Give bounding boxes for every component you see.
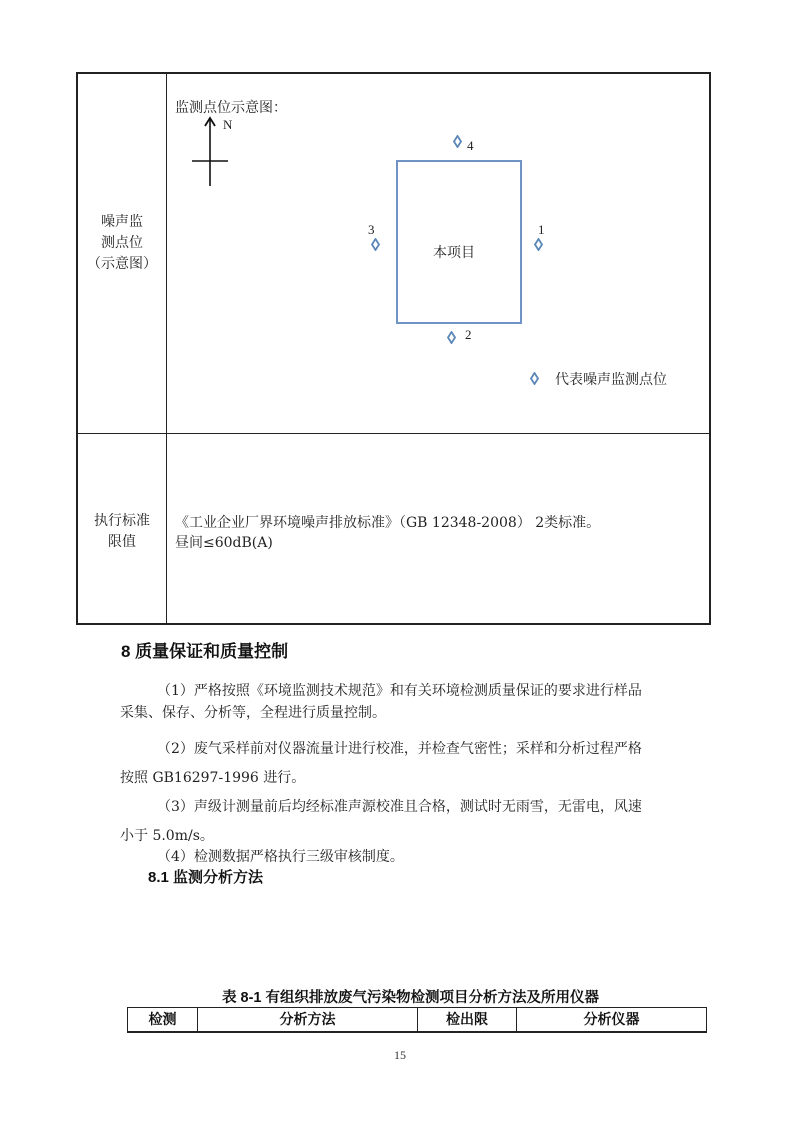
table-border-bottom: [76, 623, 711, 625]
table-row-divider: [76, 433, 711, 434]
standard-text: 《工业企业厂界环境噪声排放标准》（GB 12348-2008） 2类标准。: [175, 515, 601, 531]
daytime-limit: 昼间≤60dB(A): [175, 535, 273, 551]
point-label-4: 4: [467, 138, 474, 153]
column-header-method: 分析方法: [279, 1011, 336, 1027]
point-label-3: 3: [368, 222, 375, 237]
table-caption: 表 8-1 有组织排放废气污染物检测项目分析方法及所用仪器: [222, 990, 600, 1006]
table-border-right: [706, 1007, 707, 1033]
diagram-title: 监测点位示意图：: [175, 100, 287, 116]
paragraph-4: （4）检测数据严格执行三级审核制度。: [157, 849, 404, 865]
page-number: 15: [394, 1048, 406, 1062]
monitoring-point-marker-icon: [447, 331, 456, 344]
table-border-right: [709, 72, 711, 625]
noise-point-label: [78, 212, 166, 275]
paragraph-2-line-2: 按照 GB16297-1996 进行。: [120, 770, 306, 786]
label-line: 执行标准: [94, 513, 150, 529]
label-line: （示意图）: [87, 256, 157, 272]
paragraph-1-line-2: 采集、保存、分析等，全程进行质量控制。: [120, 705, 386, 721]
table-column-divider: [166, 72, 167, 625]
project-label: 本项目: [433, 245, 475, 261]
paragraph-3-line-1: （3）声级计测量前后均经标准声源校准且合格，测试时无雨雪，无雷电，风速: [157, 799, 642, 815]
point-label-2: 2: [465, 327, 472, 342]
section-heading: 8 质量保证和质量控制: [121, 642, 289, 661]
label-line: 噪声监: [101, 214, 143, 230]
column-header-detection-limit: 检出限: [446, 1011, 488, 1027]
legend-label: 代表噪声监测点位: [555, 372, 667, 388]
monitoring-point-marker-icon: [371, 238, 380, 251]
legend-marker-icon: [530, 372, 539, 385]
subsection-heading: 8.1 监测分析方法: [148, 869, 264, 886]
column-header-item: 检测: [148, 1011, 177, 1027]
label-line: 测点位: [101, 235, 143, 251]
paragraph-3-line-2: 小于 5.0m/s。: [120, 828, 214, 844]
north-label: N: [223, 117, 233, 132]
monitoring-point-marker-icon: [534, 238, 543, 251]
paragraph-1-line-1: （1）严格按照《环境监测技术规范》和有关环境检测质量保证的要求进行样品: [157, 683, 642, 699]
paragraph-2-line-1: （2）废气采样前对仪器流量计进行校准，并检查气密性；采样和分析过程严格: [157, 741, 642, 757]
monitoring-point-marker-icon: [453, 135, 462, 148]
table-border-top: [76, 72, 711, 74]
point-label-1: 1: [538, 222, 545, 237]
column-header-instrument: 分析仪器: [583, 1011, 640, 1027]
standard-limit-label: [78, 511, 166, 553]
label-line: 限值: [108, 534, 136, 550]
